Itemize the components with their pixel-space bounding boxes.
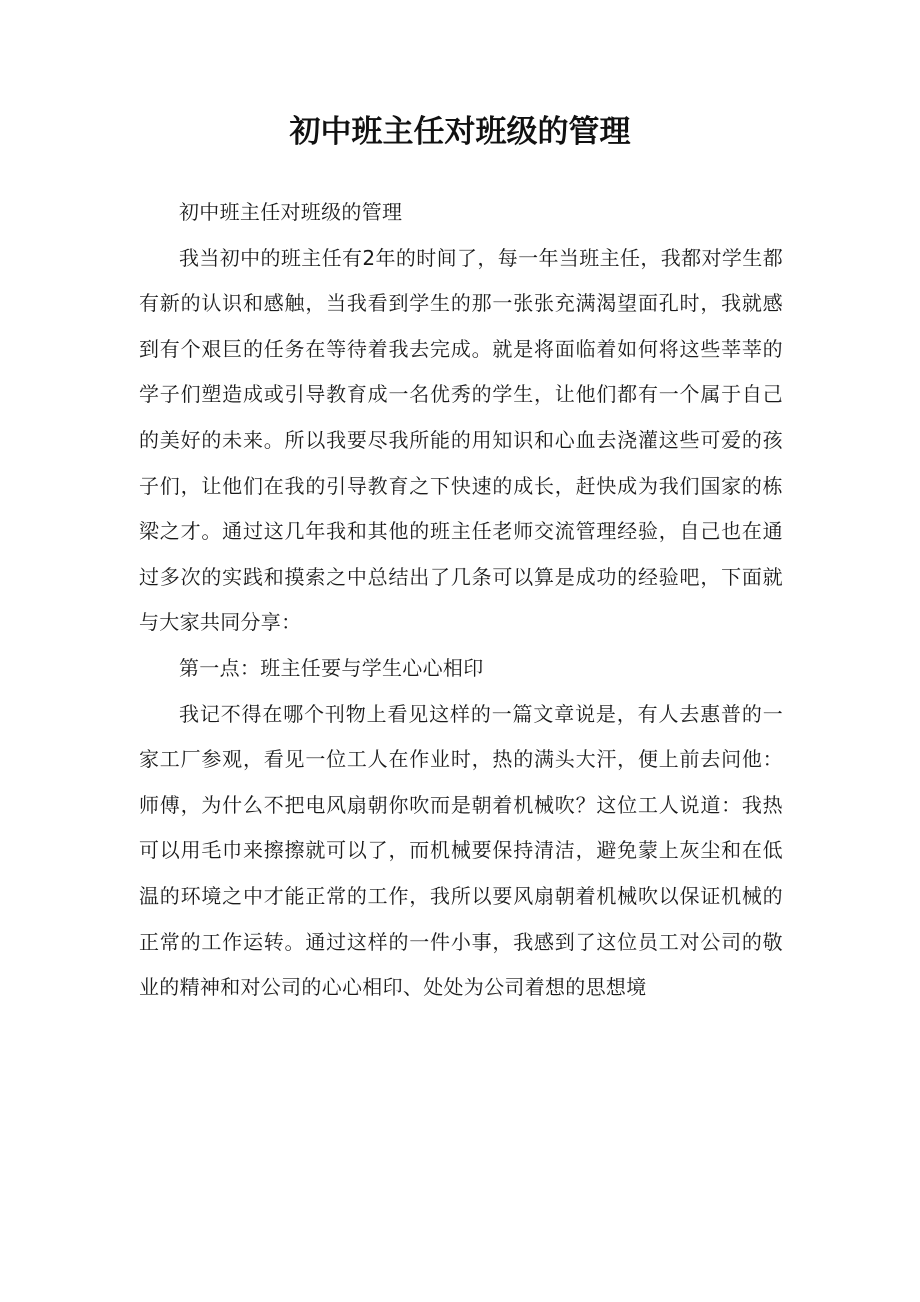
document-body <box>139 190 783 1011</box>
document-title: 初中班主任对班级的管理 <box>289 114 631 150</box>
paragraph-section-heading: 第一点：班主任要与学生心心相印 <box>179 655 484 680</box>
paragraph-anecdote: 我记不得在哪个刊物上看见这样的一篇文章说是，有人去惠普的一家工厂参观，看见一位工人在作业时，热的满头大汗，便上前去问他：师傅，为什么不把电风扇朝你吹而是朝着机械吹？这位工人说道：我热可以用毛巾来擦擦就可以了，而机械要保持清洁，避免蒙上灰尘和在低温的环境之中才能正常的工作，我所以要风扇朝着机械吹以保证机械的正常的工作运转。通过这样的一件小事，我感到了这位员工对公司的敬业的精神和对公司的心心相印、处处为公司着想的思想境 <box>139 701 783 1000</box>
paragraph-subtitle: 初中班主任对班级的管理 <box>179 200 403 224</box>
paragraph-introduction: 我当初中的班主任有2年的时间了，每一年当班主任，我都对学生都有新的认识和感触，当我看到学生的那一张张充满渴望面孔时，我就感到有个艰巨的任务在等待着我去完成。就是将面临着如何将这些莘莘的学子们塑造成或引导教育成一名优秀的学生，让他们都有一个属于自己的美好的未来。所以我要尽我所能的用知识和心血去浇灌这些可爱的孩子们，让他们在我的引导教育之下快速的成长，赶快成为我们国家的栋梁之才。通过这几年我和其他的班主任老师交流管理经验，自己也在通过多次的实践和摸索之中总结出了几条可以算是成功的经验吧，下面就与大家共同分享： <box>139 245 783 635</box>
